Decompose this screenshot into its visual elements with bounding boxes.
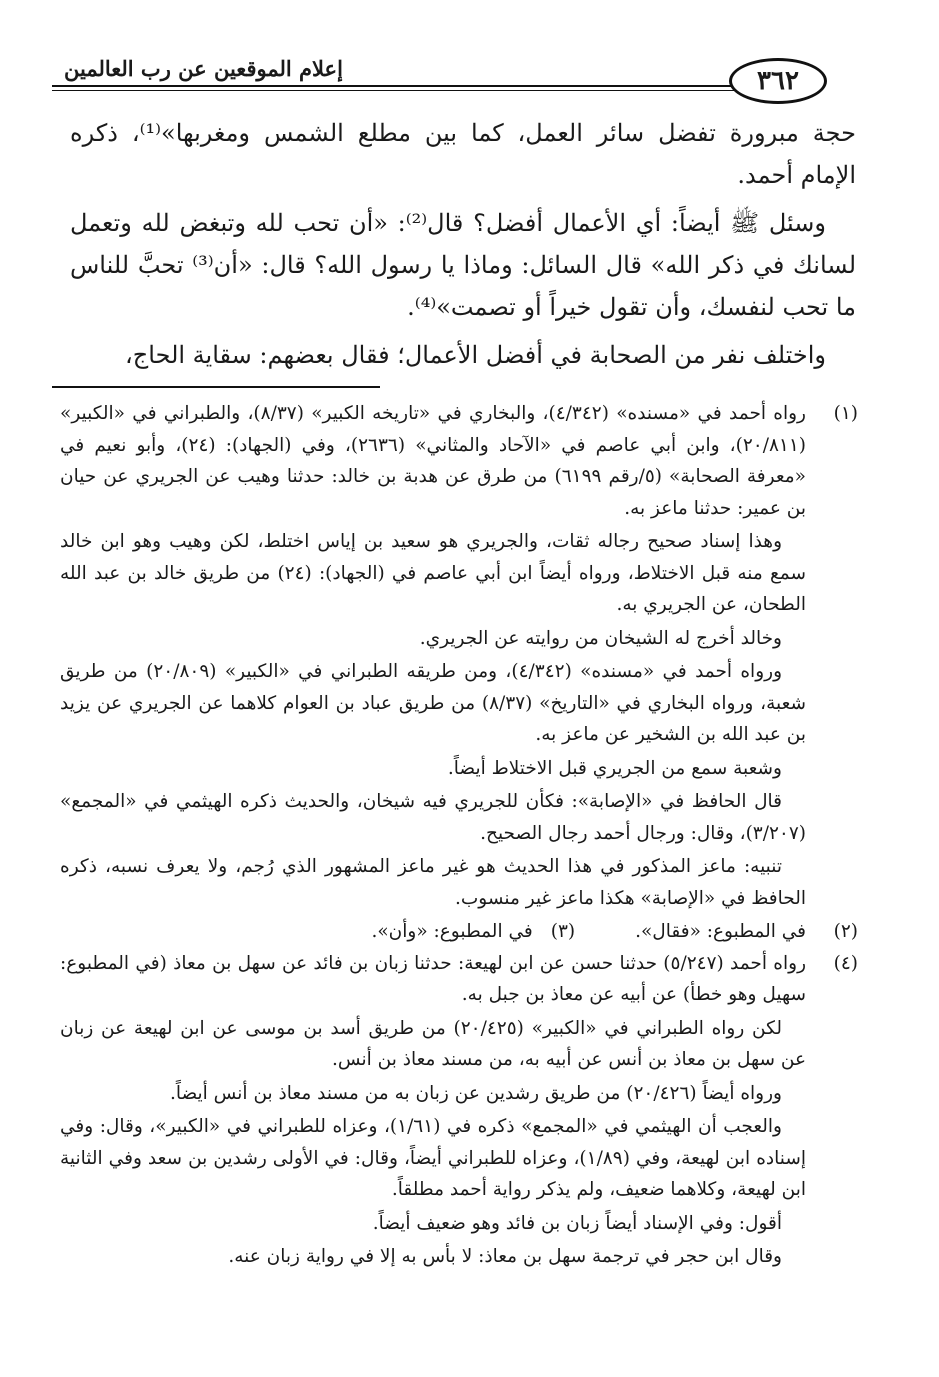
footnote-paragraph: وقال ابن حجر في ترجمة سهل بن معاذ: لا بأس به إلا في رواية زبان عنه. [228,1246,782,1267]
footnotes [60,398,858,1275]
footnote-paragraph: وخالد أخرج له الشيخان من روايته عن الجريري. [419,627,782,649]
footnote-body [60,948,806,1275]
footnote-paragraph: وهذا إسناد صحيح رجاله ثقات، والجريري هو سعيد بن إياس اختلط، لكن وهيب وهو ابن خالد سمع منه قبل الاختلاط، ورواه أيضاً ابن أبي عاصم في (الجهاد): (٢٤) من طريق خالد بن عبد الله الطحان، عن الجريري به. [60,531,806,615]
footnote-text: في المطبوع: «وأن». [371,921,533,942]
footnote-paragraph: ورواه أحمد في «مسنده» (٤/٣٤٢)، ومن طريقه الطبراني في «الكبير» (٢٠/٨٠٩) من طريق شعبة، ورواه البخاري في «التاريخ» (٨/٣٧) من طريق عباد بن العوام كلاهما عن الجريري عن يزيد بن عبد الله بن الشخير عن ماعز به. [60,661,806,745]
footnote-paragraph: ورواه أيضاً (٢٠/٤٢٦) من طريق رشدين عن زبان به من مسند معاذ بن أنس أيضاً. [169,1082,782,1104]
footnote-paragraph: والعجب أن الهيثمي في «المجمع» ذكره في (١/٦١)، وعزاه للطبراني في «الكبير»، وقال: وفي إسناده ابن لهيعة، وفي (١/٨٩)، وعزاه للطبراني أيضاً، وقال: في الأولى رشدين بن سعد وفي الثانية ابن لهيعة، وكلاهما ضعيف، ولم يذكر رواية أحمد مطلقاً. [60,1116,806,1200]
footnote-paragraph: لكن رواه الطبراني في «الكبير» (٢٠/٤٢٥) من طريق أسد بن موسى عن ابن لهيعة عن زبان عن سهل بن معاذ بن أنس عن أبيه به، من مسند معاذ بن أنس. [60,1017,806,1070]
footnote-paragraph: أقول: وفي الإسناد أيضاً زبان بن فائد وهو ضعيف أيضاً. [372,1212,782,1234]
footnote-paragraph: تنبيه: ماعز المذكور في هذا الحديث هو غير ماعز المشهور الذي رُجم، ولا يعرف نسبه، ذكره الحافظ في «الإصابة» هكذا ماعز غير منسوب. [60,856,806,909]
paragraph: حجة مبرورة تفضل سائر العمل، كما بين مطلع الشمس ومغربها»⁽¹⁾، ذكره الإمام أحمد. [70,119,856,189]
header-rule-thin [52,90,822,91]
footnote-number: (٢) [833,921,858,942]
footnote-number: (١) [833,403,858,424]
footnote-paragraph: وشعبة سمع من الجريري قبل الاختلاط أيضاً. [447,757,782,779]
page-number: ٣٦٢ [729,58,827,104]
footnote-3 [371,916,575,948]
footnote-paragraph: قال الحافظ في «الإصابة»: فكأن للجريري فيه شيخان، والحديث ذكره الهيثمي في «المجمع» (٣/٢٠٧)، وقال: ورجال أحمد رجال الصحيح. [60,791,806,844]
footnote-text: في المطبوع: «فقال». [635,921,806,942]
main-text [70,112,856,382]
header-rule [52,85,822,87]
paragraph: وسئل ﷺ أيضاً: أي الأعمال أفضل؟ قال⁽²⁾: «أن تحب لله وتبغض لله وتعمل لسانك في ذكر الله» قال السائل: وماذا يا رسول الله؟ قال: «أن⁽³⁾ تحبَّ للناس ما تحب لنفسك، وأن تقول خيراً أو تصمت»⁽⁴⁾. [70,209,857,321]
footnote-paragraph: رواه أحمد في «مسنده» (٤/٣٤٢)، والبخاري في «تاريخه الكبير» (٨/٣٧)، والطبراني في «الكبير» (٢٠/٨١١)، وابن أبي عاصم في «الآحاد والمثاني» (٢٦٣٦)، وفي (الجهاد): (٢٤)، وأبو نعيم في «معرفة الصحابة» (٥/رقم ٦١٩٩) من طرق عن هدبة بن خالد: حدثنا وهيب عن الجريري عن حيان بن عمير: حدثنا ماعز به. [60,403,807,519]
footnote-number: (٤) [833,952,858,974]
footnote-paragraph: رواه أحمد (٥/٢٤٧) حدثنا حسن عن ابن لهيعة: حدثنا زبان بن فائد عن سهل بن معاذ (في المطبوع: سهيل وهو خطأ) عن أبيه عن معاذ بن جبل به. [60,952,807,1005]
running-header [52,40,852,100]
footnote-number: (٣) [550,921,576,942]
footnote-2 [635,916,806,948]
paragraph: واختلف نفر من الصحابة في أفضل الأعمال؛ فقال بعضهم: سقاية الحاج، [125,341,826,369]
footnote-4 [60,948,858,1275]
book-title: إعلام الموقعين عن رب العالمين [64,56,343,81]
footnote-separator [52,386,380,388]
footnote-row-2-3 [60,916,858,948]
footnote-body [60,398,806,916]
footnote-1 [60,398,858,916]
